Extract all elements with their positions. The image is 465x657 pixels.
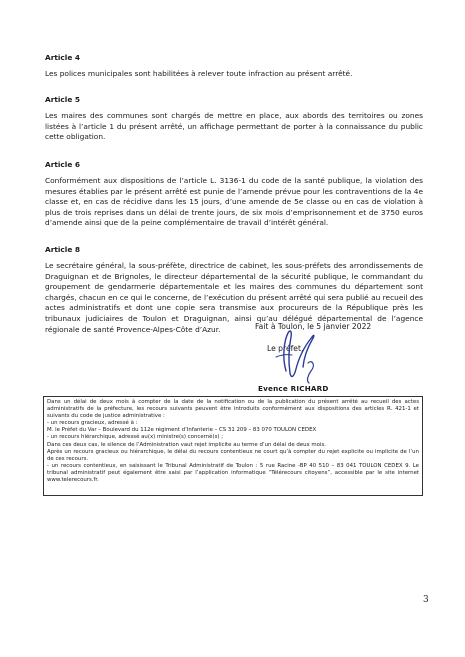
article-title: Article 8	[45, 245, 81, 254]
appeal-notice-line: Dans un délai de deux mois à compter de la date de la notification ou de la publication du présent arrêté au recueil des actes administratifs de la préfecture, les recours suivants peuvent être introduits conformément aux dispositions des articles R. 421-1 et suivants du code de justice administrative :	[47, 399, 419, 420]
article-6	[45, 160, 423, 229]
appeal-notice-box	[43, 396, 423, 496]
article-body: Les maires des communes sont chargés de mettre en place, aux abords des territoires ou zones listées à l’article 1 du présent arrêté, un affichage permettant de porter à la connaissance du public cette obligation.	[45, 111, 423, 142]
appeal-notice-line: - un recours gracieux, adressé à :	[47, 420, 138, 427]
signatory-name: Evence RICHARD	[258, 384, 329, 393]
article-title: Article 6	[45, 160, 81, 169]
handwritten-signature	[248, 327, 338, 385]
place-date: Fait à Toulon, le 5 janvier 2022	[255, 322, 372, 331]
signatory-role: Le préfet,	[267, 344, 304, 353]
article-title: Article 5	[45, 95, 81, 104]
appeal-notice-line: Dans ces deux cas, le silence de l’Administration vaut rejet implicite au terme d’un délai de deux mois.	[47, 441, 326, 448]
article-title: Article 4	[45, 53, 81, 62]
article-4	[45, 53, 423, 80]
page-number: 3	[423, 595, 429, 605]
article-5	[45, 95, 423, 143]
appeal-notice-line: M. le Préfet du Var – Boulevard du 112e régiment d’Infanterie – CS 31 209 – 83 070 TOULON CEDEX	[47, 427, 317, 434]
article-body: Le secrétaire général, la sous-préfète, directrice de cabinet, les sous-préfets des arrondissements de Draguignan et de Brignoles, le directeur départemental de la sécurité publique, le commandant du groupement de gendarmerie départementale et les maires des communes du département sont chargés, chacun en ce qui le concerne, de l’exécution du présent arrêté qui sera publié au recueil des actes administratifs et dont une copie sera transmise aux procureurs de la République près les tribunaux judiciaires de Toulon et Draguignan, ainsi qu’au délégué départemental de l’agence régionale de santé Provence-Alpes-Côte d’Azur.	[45, 261, 423, 334]
appeal-notice-line: - un recours hiérarchique, adressé au(x) ministre(s) concerné(s) ;	[47, 434, 224, 441]
article-body: Conformément aux dispositions de l’article L. 3136-1 du code de la santé publique, la violation des mesures établies par le présent arrêté est punie de l’amende prévue pour les contraventions de la 4e classe et, en cas de récidive dans les 15 jours, d’une amende de 5e classe ou en cas de violation à plus de trois reprises dans un délai de trente jours, de six mois d’emprisonnement et de 3750 euros d’amende ainsi que de la peine complémentaire de travail d’intérêt général.	[45, 176, 423, 228]
appeal-notice-line: - un recours contentieux, en saisissant le Tribunal Administratif de Toulon : 5 rue Racine -BP 40 510 – 83 041 TOULON CEDEX 9. Le tribunal administratif peut également être saisi par l’application informatique “Télérecours citoyens”, accessible par le site internet www.telerecours.fr.	[47, 462, 419, 484]
article-body: Les polices municipales sont habilitées à relever toute infraction au présent arrêté.	[45, 69, 353, 78]
appeal-notice-line: Après un recours gracieux ou hiérarchique, le délai du recours contentieux ne court qu’à compter du rejet explicite ou implicite de l’un de ces recours.	[47, 448, 419, 462]
